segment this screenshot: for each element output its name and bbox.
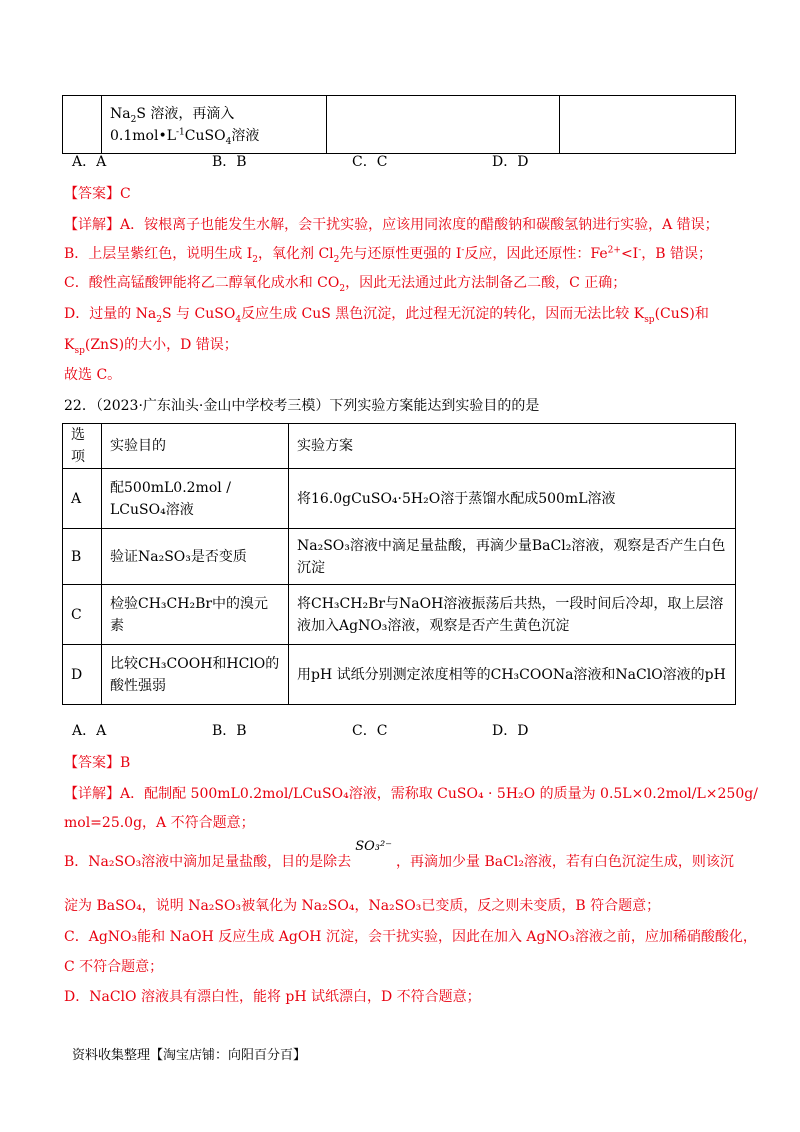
q22-table-header <box>63 424 736 469</box>
q22-options <box>72 720 772 742</box>
q21-detail-d: D．过量的 $Na_2S$ 与 CuSO$_4$反应生成 CuS 黑色沉淀，此过程无沉淀的转化，因而无法比较 $K_{sp}(CuS)$和 <box>64 306 709 325</box>
q22-row-c-option: C <box>63 585 102 645</box>
q21-answer: 【答案】C <box>64 186 131 202</box>
q22-row-b-option: B <box>63 529 102 585</box>
q21-detail-c: C．酸性高锰酸钾能将乙二醇氧化成水和 $CO_2$，因此无法通过此方法制备乙二酸，C 正确； <box>64 275 627 294</box>
q22-stem <box>64 395 539 417</box>
q21-option-a: A．A <box>72 154 107 170</box>
q22-option-c: C．C <box>352 723 388 739</box>
q22-row-c-purpose: 检验CH₃CH₂Br中的溴元素 <box>102 585 289 645</box>
q22-question: 下列实验方案能达到实验目的的是 <box>329 398 540 414</box>
q22-row-b-purpose: 验证Na₂SO₃是否变质 <box>102 529 289 585</box>
top-table <box>62 95 736 154</box>
top-table-cell-phenomenon <box>327 96 560 154</box>
q22-table <box>62 423 736 705</box>
q22-row-d-option: D <box>63 645 102 705</box>
q22-row-d-purpose: 比较CH₃COOH和HClO的酸性强弱 <box>102 645 289 705</box>
q21-option-b: B．B <box>212 154 247 170</box>
q22-detail-b-cont: 淀为 BaSO₄，说明 Na₂SO₃被氧化为 Na₂SO₄，Na₂SO₃已变质，反之则未变质，B 符合题意； <box>64 898 661 914</box>
q21-options <box>72 151 772 173</box>
q22-answer: 【答案】B <box>64 755 131 771</box>
q22-detail-d: D．NaClO 溶液具有漂白性，能将 pH 试纸漂白，D 不符合题意； <box>64 989 481 1005</box>
top-table-cell-empty <box>63 96 102 154</box>
top-table-cell-reagent: $Na_2S$ 溶液，再滴入 $0.1mol•L^{-1}CuSO_4$溶液 <box>102 96 327 154</box>
q21-detail-a: 【详解】A．铵根离子也能发生水解，会干扰实验，应该用同浓度的醋酸钠和碳酸氢钠进行实验，A 错误； <box>64 217 719 233</box>
q22-row-b-plan: Na₂SO₃溶液中滴足量盐酸，再滴少量BaCl₂溶液，观察是否产生白色沉淀 <box>289 529 736 585</box>
q22-source: （2023·广东汕头·金山中学校考三模） <box>95 398 330 414</box>
q22-option-a: A．A <box>72 723 107 739</box>
q21-detail-b: B．上层呈紫红色，说明生成 $I_2$，氧化剂 $Cl_2$先与还原性更强的 I-反应，因此还原性：$Fe^{2+}<I^-$，B 错误； <box>64 245 712 265</box>
q22-header-option: 选项 <box>63 424 102 469</box>
q22-option-d: D．D <box>492 723 529 739</box>
table-row <box>63 529 736 585</box>
q22-number: 22． <box>64 398 96 414</box>
table-row <box>63 645 736 705</box>
q22-option-b: B．B <box>212 723 247 739</box>
q22-detail-a-cont: mol=25.0g，A 不符合题意； <box>64 815 255 831</box>
q22-header-purpose: 实验目的 <box>102 424 289 469</box>
q22-row-d-plan: 用pH 试纸分别测定浓度相等的CH₃COONa溶液和NaClO溶液的pH <box>289 645 736 705</box>
top-table-cell-conclusion <box>560 96 736 154</box>
q21-detail-d-cont: $K_{sp}(ZnS)$的大小，D 错误； <box>64 337 238 356</box>
q22-detail-c-cont: C 不符合题意； <box>64 959 164 975</box>
q22-detail-c: C．AgNO₃能和 NaOH 反应生成 AgOH 沉淀，会干扰实验，因此在加入 AgNO₃溶液之前，应加稀硝酸酸化， <box>64 929 757 945</box>
sulfite-ion: SO₃²⁻ <box>355 839 393 854</box>
q22-detail-a: 【详解】A．配制配 500mL0.2mol/LCuSO₄溶液，需称取 CuSO₄ · 5H₂O 的质量为 0.5L×0.2mol/L×250g/ <box>64 786 758 802</box>
table-row <box>63 469 736 529</box>
q21-option-c: C．C <box>352 154 388 170</box>
q22-row-a-plan: 将16.0gCuSO₄·5H₂O溶于蒸馏水配成500mL溶液 <box>289 469 736 529</box>
q22-detail-b: B．Na₂SO₃溶液中滴加足量盐酸，目的是除去SO₃²⁻，再滴加少量 BaCl₂溶液，若有白色沉淀生成，则该沉 <box>64 839 734 870</box>
q21-conclusion: 故选 C。 <box>64 367 122 383</box>
q22-row-a-option: A <box>63 469 102 529</box>
q22-header-plan: 实验方案 <box>289 424 736 469</box>
table-row <box>63 585 736 645</box>
q21-option-d: D．D <box>492 154 529 170</box>
page-footer: 资料收集整理【淘宝店铺：向阳百分百】 <box>72 1048 307 1063</box>
q22-row-c-plan: 将CH₃CH₂Br与NaOH溶液振荡后共热，一段时间后冷却，取上层溶液加入AgNO₃溶液，观察是否产生黄色沉淀 <box>289 585 736 645</box>
q22-row-a-purpose: 配500mL0.2mol / LCuSO₄溶液 <box>102 469 289 529</box>
